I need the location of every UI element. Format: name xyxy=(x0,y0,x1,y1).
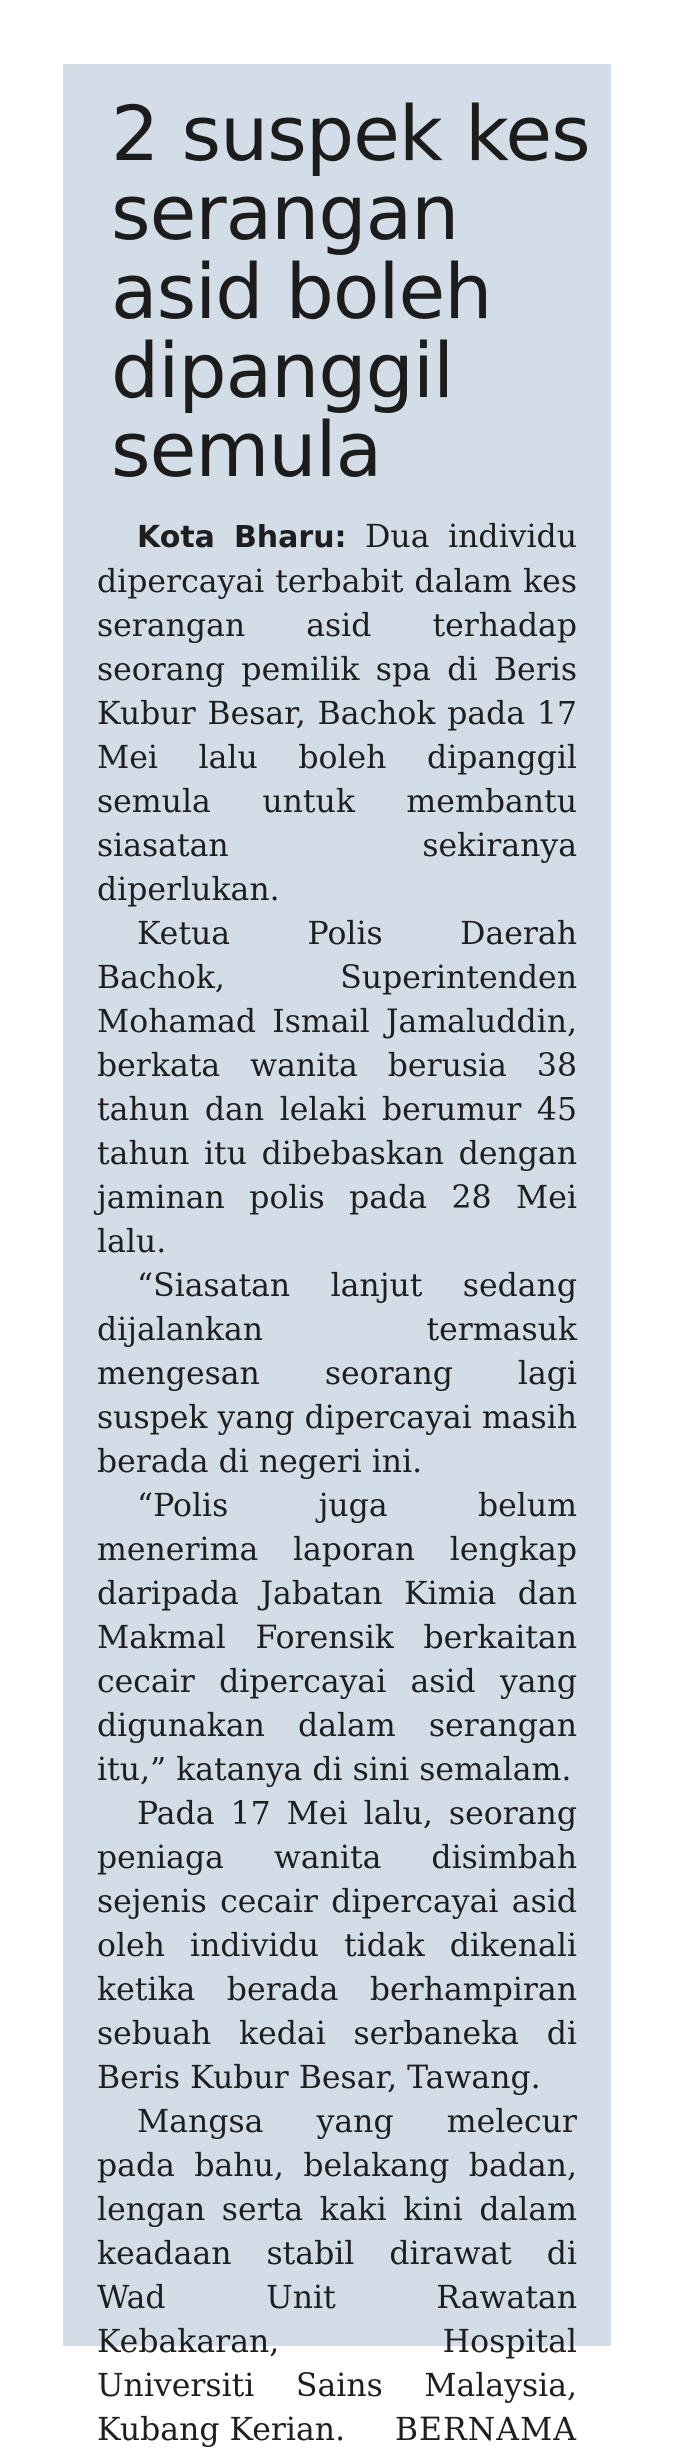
credit-byline: BERNAMA xyxy=(394,2412,577,2448)
paragraph-text: Dua individu dipercayai terbabit dalam kes serangan asid terhadap seorang pemilik spa di Beris Kubur Besar, Bachok pada 17 Mei lalu boleh dipanggil semula untuk membantu siasatan sekiranya diperlukan. xyxy=(97,519,577,908)
paragraph-text: Mangsa yang melecur pada bahu, belakang badan, lengan serta kaki kini dalam keadaan stabil dirawat di Wad Unit Rawatan Kebakaran, Hospital Universiti Sains Malaysia, Kubang Kerian. xyxy=(97,2104,577,2448)
paragraph-3: “Siasatan lanjut sedang dijalankan termasuk mengesan seorang lagi suspek yang dipercayai masih berada di negeri ini. xyxy=(97,1268,577,1480)
article-body xyxy=(97,515,577,2452)
headline-line: asid boleh xyxy=(111,247,492,336)
headline xyxy=(111,89,590,494)
headline-line: dipanggil xyxy=(111,326,454,415)
headline-line: serangan xyxy=(111,168,459,257)
news-clipping xyxy=(63,64,611,2448)
headline-line: 2 suspek kes xyxy=(111,89,590,178)
paragraph-5: Pada 17 Mei lalu, seorang peniaga wanita disimbah sejenis cecair dipercayai asid oleh individu tidak dikenali ketika berada berhampiran sebuah kedai serbaneka di Beris Kubur Besar, Tawang. xyxy=(97,1796,577,2096)
paragraph-1 xyxy=(97,515,577,912)
headline-line: semula xyxy=(111,405,382,494)
paragraph-4: “Polis juga belum menerima laporan lengkap daripada Jabatan Kimia dan Makmal Forensik berkaitan cecair dipercayai asid yang digunakan dalam serangan itu,” katanya di sini semalam. xyxy=(97,1488,577,1788)
dateline: Kota Bharu: xyxy=(137,520,347,555)
paragraph-2: Ketua Polis Daerah Bachok, Superintenden Mohamad Ismail Jamaluddin, berkata wanita berusia 38 tahun dan lelaki berumur 45 tahun itu dibebaskan dengan jaminan polis pada 28 Mei lalu. xyxy=(97,916,577,1260)
paragraph-6 xyxy=(97,2100,577,2452)
